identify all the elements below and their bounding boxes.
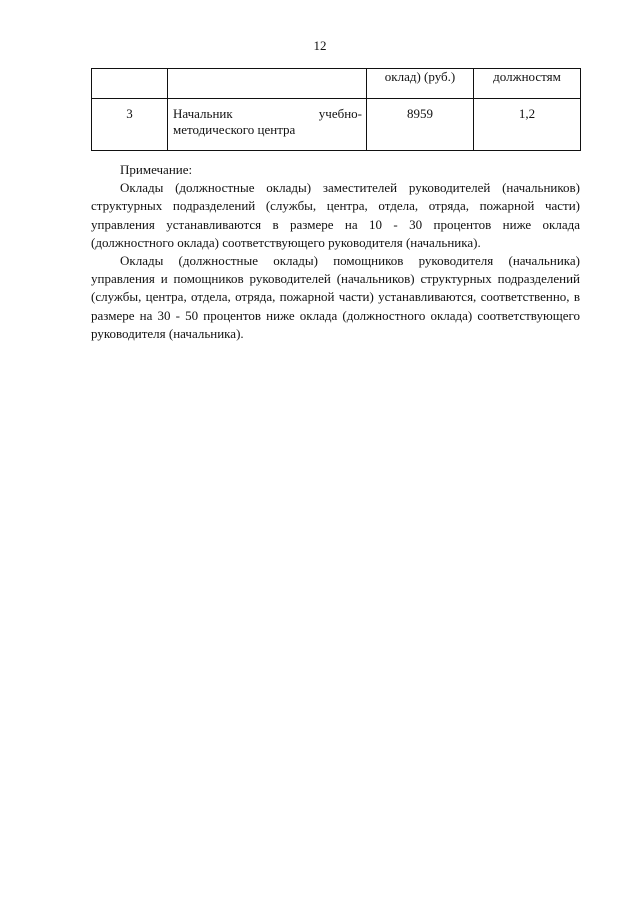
coefficient-cell: 1,2 bbox=[474, 99, 581, 151]
header-cell-coefficient: должностям bbox=[474, 69, 581, 99]
notes-paragraph-2: Оклады (должностные оклады) помощников руководителя (начальника) управления и помощников руководителей (начальников) структурных подразделений (службы, центра, отдела, отряда, пожарной части) устанавливаются, соответственно, в размере на 30 - 50 процентов ниже оклада (должностного оклада) соответствующего руководителя (начальника). bbox=[91, 253, 580, 341]
header-cell-salary: оклад) (руб.) bbox=[367, 69, 474, 99]
table-row bbox=[92, 99, 581, 151]
position-name-cell bbox=[168, 99, 367, 151]
page-number: 12 bbox=[313, 38, 327, 53]
table-header-row bbox=[92, 69, 581, 99]
position-name-word1: Начальник bbox=[173, 106, 233, 121]
row-number-cell: 3 bbox=[92, 99, 168, 151]
header-cell-position bbox=[168, 69, 367, 99]
notes-section bbox=[91, 161, 580, 343]
position-name-word2: учебно- bbox=[318, 106, 362, 121]
salary-table bbox=[91, 68, 581, 151]
position-name-line2: методического центра bbox=[173, 122, 296, 137]
notes-paragraph-1: Оклады (должностные оклады) заместителей руководителей (начальников) структурных подразделений (службы, центра, отдела, отряда, пожарной части) управления устанавливаются в размере на 10 - 30 процентов ниже оклада (должностного оклада) соответствующего руководителя (начальника). bbox=[91, 180, 580, 250]
notes-title: Примечание: bbox=[120, 162, 193, 177]
salary-cell: 8959 bbox=[367, 99, 474, 151]
header-cell-number bbox=[92, 69, 168, 99]
